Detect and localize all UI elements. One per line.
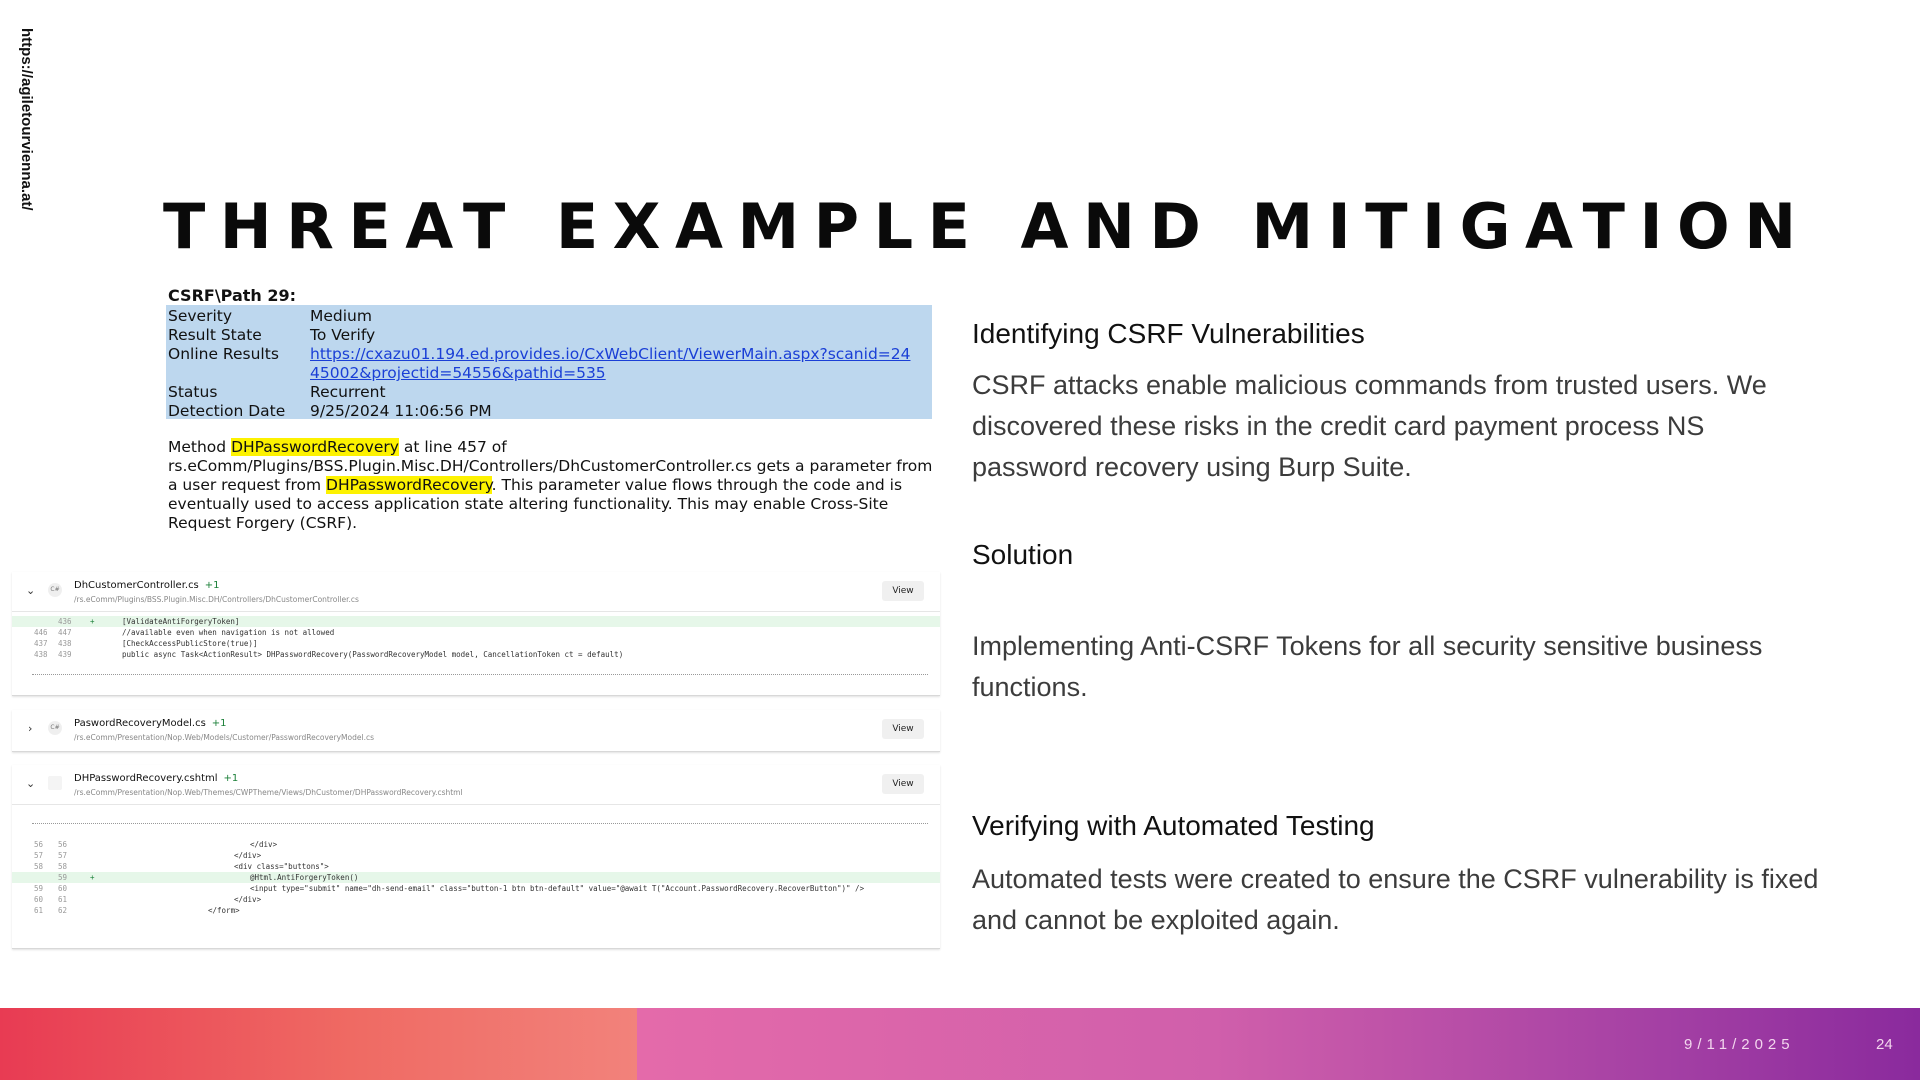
- code-text: </div>: [250, 840, 278, 849]
- report-value: Recurrent: [310, 383, 386, 401]
- report-value: To Verify: [310, 326, 376, 344]
- line-num-new: 61: [58, 895, 68, 904]
- code-line: [12, 894, 940, 905]
- code-text: public async Task<ActionResult> DHPasswordRecovery(PasswordRecoveryModel model, CancellationToken ct = default): [122, 650, 624, 659]
- code-text: </form>: [208, 906, 240, 915]
- desc-text: at line 457 of rs.eComm/Plugins/BSS.Plugin.Misc.DH/Controllers/DhCustomerController.cs gets a parameter from a user request from: [168, 438, 933, 494]
- code-line: [12, 861, 940, 872]
- code-line: [12, 649, 940, 660]
- diff-header: [12, 765, 940, 805]
- report-link-line2[interactable]: [310, 364, 606, 383]
- change-count: +1: [204, 580, 220, 591]
- footer-band-left: [0, 1008, 637, 1080]
- report-label: Detection Date: [168, 402, 286, 420]
- code-line: [12, 850, 940, 861]
- highlighted-method: DHPasswordRecovery: [326, 476, 492, 494]
- code-text: </div>: [234, 851, 262, 860]
- code-line: [12, 839, 940, 850]
- view-button[interactable]: View: [882, 581, 924, 601]
- line-num-old: 61: [34, 906, 44, 915]
- view-button[interactable]: View: [882, 719, 924, 739]
- line-num-new: 57: [58, 851, 68, 860]
- code-text: [ValidateAntiForgeryToken]: [122, 617, 240, 626]
- report-heading: CSRF\Path 29:: [168, 286, 297, 305]
- line-num-new: 62: [58, 906, 68, 915]
- slide-title: THREAT EXAMPLE AND MITIGATION: [163, 190, 1811, 263]
- report-table: [166, 305, 932, 419]
- report-label: Online Results: [168, 345, 279, 363]
- diff-filename: [74, 773, 238, 784]
- code-line: [12, 872, 940, 883]
- page-number: 24: [1876, 1036, 1893, 1053]
- report-value: Medium: [310, 307, 372, 325]
- code-text: <input type="submit" name="dh-send-email" class="button-1 btn btn-default" value="@await T("Account.PasswordRecovery.RecoverButton")" />: [250, 884, 865, 893]
- diff-header: [12, 710, 940, 750]
- section-body-identifying: CSRF attacks enable malicious commands from trusted users. We discovered these risks in the credit card payment process NS password recovery using Burp Suite.: [972, 370, 1767, 482]
- diff-code: [12, 839, 940, 916]
- line-num-new: 439: [58, 650, 72, 659]
- section-body-solution: Implementing Anti-CSRF Tokens for all security sensitive business functions.: [972, 631, 1763, 702]
- code-line: [12, 616, 940, 627]
- filename-text: PaswordRecoveryModel.cs: [74, 718, 206, 729]
- scan-report-image: [160, 282, 938, 538]
- code-line: [12, 905, 940, 916]
- line-num-new: 60: [58, 884, 68, 893]
- line-num-new: 56: [58, 840, 68, 849]
- line-num-new: 447: [58, 628, 72, 637]
- diff-filepath: /rs.eComm/Presentation/Nop.Web/Themes/CWPTheme/Views/DhCustomer/DHPasswordRecovery.cshtml: [74, 788, 463, 797]
- code-line: [12, 627, 940, 638]
- diff-file-view: [12, 765, 940, 949]
- section-heading-solution: Solution: [972, 539, 1074, 570]
- collapsed-lines-divider[interactable]: [32, 823, 928, 824]
- chevron-right-icon[interactable]: ›: [28, 722, 33, 735]
- filename-text: DhCustomerController.cs: [74, 580, 199, 591]
- report-description: [168, 438, 938, 533]
- change-count: +1: [211, 718, 227, 729]
- online-results-link-cont[interactable]: 45002&projectid=54556&pathid=535: [310, 364, 606, 382]
- line-num-old: 56: [34, 840, 44, 849]
- file-type-icon: C#: [48, 583, 62, 597]
- code-text: <div class="buttons">: [234, 862, 329, 871]
- report-link-line1[interactable]: [310, 345, 911, 364]
- collapsed-lines-divider[interactable]: [32, 674, 928, 675]
- report-label: Result State: [168, 326, 262, 344]
- line-num-old: 57: [34, 851, 44, 860]
- diff-marker: +: [90, 873, 95, 882]
- line-num-old: 446: [34, 628, 48, 637]
- line-num-new: 436: [58, 617, 72, 626]
- line-num-new: 58: [58, 862, 68, 871]
- code-line: [12, 883, 940, 894]
- diff-file-controller: [12, 572, 940, 696]
- side-url: https://agiletourvienna.at/: [18, 28, 35, 211]
- code-text: @Html.AntiForgeryToken(): [250, 873, 359, 882]
- diff-file-model: [12, 710, 940, 752]
- code-line: [12, 638, 940, 649]
- diff-header: [12, 572, 940, 612]
- code-text: //available even when navigation is not allowed: [122, 628, 335, 637]
- line-num-old: 438: [34, 650, 48, 659]
- chevron-down-icon[interactable]: ⌄: [26, 777, 36, 790]
- section-heading-identifying: Identifying CSRF Vulnerabilities: [972, 318, 1365, 349]
- diff-code: [12, 616, 940, 660]
- file-icon: [48, 776, 62, 790]
- line-num-new: 59: [58, 873, 68, 882]
- highlighted-method: DHPasswordRecovery: [231, 438, 399, 456]
- report-value: 9/25/2024 11:06:56 PM: [310, 402, 492, 420]
- change-count: +1: [223, 773, 239, 784]
- line-num-old: 60: [34, 895, 44, 904]
- chevron-down-icon[interactable]: ⌄: [26, 584, 36, 597]
- line-num-old: 59: [34, 884, 44, 893]
- report-label: Severity: [168, 307, 233, 325]
- file-type-icon: C#: [48, 721, 62, 735]
- desc-text: Method: [168, 438, 232, 456]
- diff-filepath: /rs.eComm/Plugins/BSS.Plugin.Misc.DH/Controllers/DhCustomerController.cs: [74, 595, 359, 604]
- diff-filename: [74, 580, 220, 591]
- diff-filepath: /rs.eComm/Presentation/Nop.Web/Models/Customer/PasswordRecoveryModel.cs: [74, 733, 374, 742]
- desc-text: . This parameter value flows through the code and is eventually used to access application state altering functionality. This may enable Cross-Site Request Forgery (CSRF).: [168, 476, 903, 532]
- code-text: [CheckAccessPublicStore(true)]: [122, 639, 258, 648]
- line-num-new: 438: [58, 639, 72, 648]
- footer-date: 9/11/2025: [1684, 1036, 1795, 1053]
- line-num-old: 58: [34, 862, 44, 871]
- diff-filename: [74, 718, 227, 729]
- line-num-old: 437: [34, 639, 48, 648]
- view-button[interactable]: View: [882, 774, 924, 794]
- online-results-link[interactable]: https://cxazu01.194.ed.provides.io/CxWebClient/ViewerMain.aspx?scanid=24: [310, 345, 911, 363]
- diff-marker: +: [90, 617, 95, 626]
- section-heading-verifying: Verifying with Automated Testing: [972, 810, 1375, 841]
- report-label: Status: [168, 383, 218, 401]
- section-body-verifying: Automated tests were created to ensure the CSRF vulnerability is fixed and cannot be exploited again.: [972, 864, 1819, 935]
- filename-text: DHPasswordRecovery.cshtml: [74, 773, 218, 784]
- code-text: </div>: [234, 895, 262, 904]
